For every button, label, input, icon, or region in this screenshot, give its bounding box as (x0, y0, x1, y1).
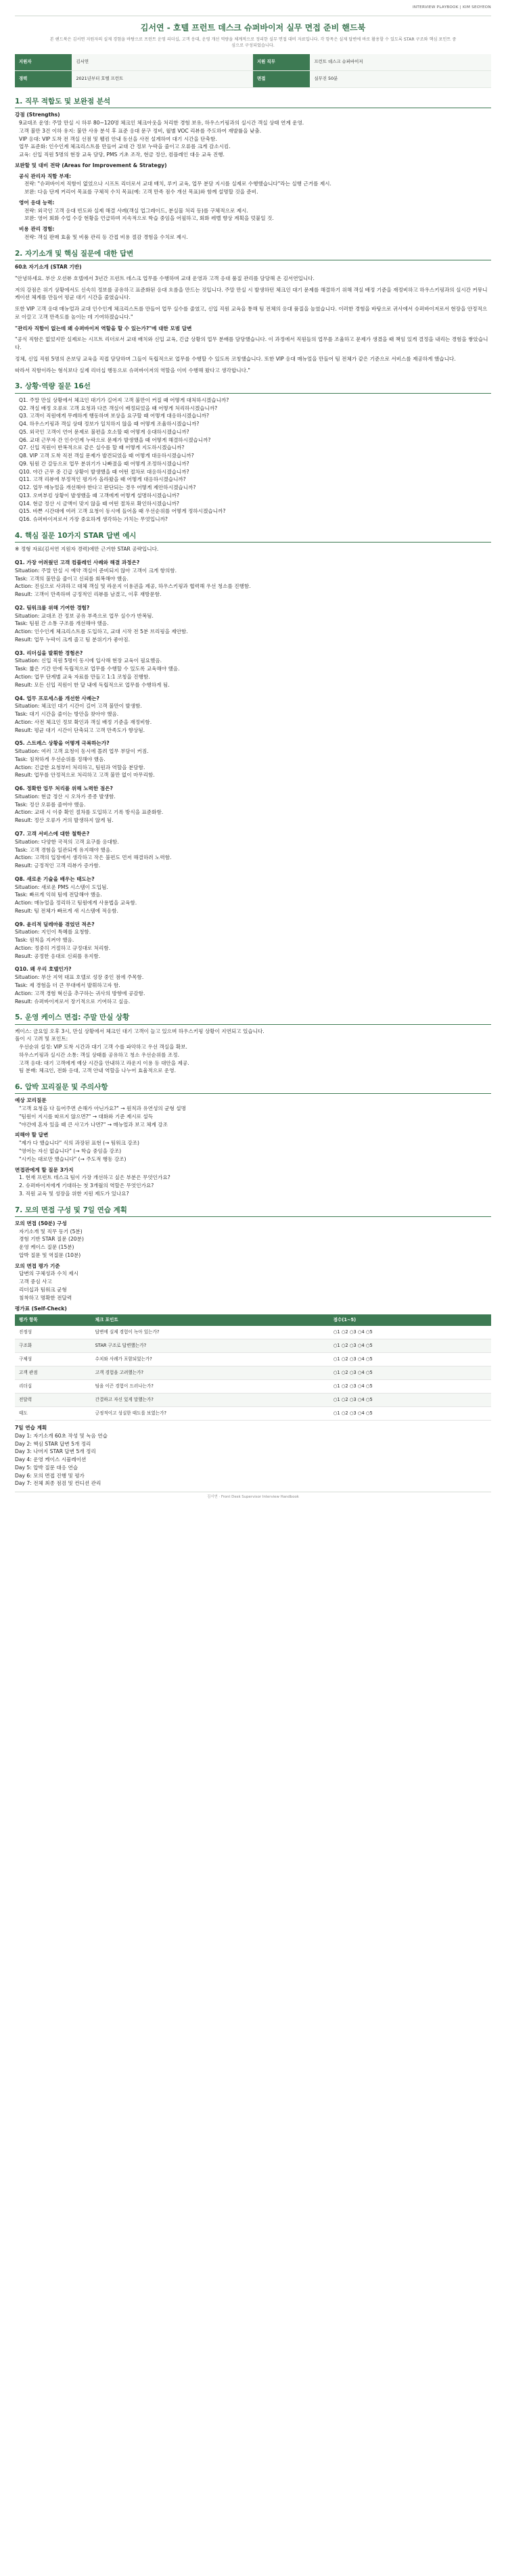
case-line: 풀이 시 고려 및 포인트: (15, 1036, 68, 1042)
header-label: INTERVIEW PLAYBOOK | KIM SEOYEON (412, 5, 491, 10)
list-item: 경험 기반 STAR 질문 (20분) (19, 1236, 84, 1243)
question-item: Q11. 고객 리뷰에 부정적인 평가가 올라왔을 때 어떻게 대응하시겠습니까? (19, 476, 186, 483)
info-value: 2021년부터 호텔 프런트 (72, 71, 253, 88)
intro-paragraph: 또한 VIP 고객 응대 매뉴얼과 교대 인수인계 체크리스트를 만들어 업무 실수를 줄였고, 신입 직원 교육을 통해 팀 전체의 응대 품질을 높였습니다. 이러한 경험을 바탕으로 귀사에서 슈퍼바이저로서 현장을 안정적으로 이끌고 고객 만족도를 높이는 데 기여하겠습니다." (15, 306, 488, 320)
star-line: Action: 고객의 입장에서 생각하고 작은 불편도 먼저 해결하려 노력함. (15, 854, 172, 861)
table-cell-item: 구조화 (15, 1339, 91, 1353)
improvement-title: 비용 관리 경험: (19, 226, 55, 233)
improvement-title: 영어 응대 능력: (19, 199, 55, 206)
reverse-questions-label: 면접관에게 할 질문 3가지 (15, 1166, 74, 1173)
table-cell-score: ○1 ○2 ○3 ○4 ○5 (329, 1366, 491, 1380)
star-question: Q5. 스트레스 상황을 어떻게 극복하는가? (15, 740, 110, 747)
star-line: Action: 진심으로 사과하고 대체 객실 및 라운지 이용권을 제공, 하우스키핑과 협력해 우선 청소를 진행함. (15, 583, 251, 590)
star-line: Result: 정산 오류가 거의 발생하지 않게 됨. (15, 817, 114, 824)
star-line: Result: 업무를 안정적으로 처리하고 고객 불만 없이 마무리함. (15, 772, 155, 779)
plan-item: Day 5: 압박 질문 대응 연습 (15, 1464, 78, 1471)
avoid-list (15, 1139, 491, 1163)
star-line: Result: 긍정적인 고객 리뷰가 증가함. (15, 862, 101, 869)
star-line: Task: 제 경험을 더 큰 무대에서 발휘하고자 함. (15, 982, 120, 988)
question-item: Q16. 슈퍼바이저로서 가장 중요하게 생각하는 가치는 무엇입니까? (19, 516, 168, 523)
star-line: Action: 업무 단계별 교육 자료를 만들고 1:1 코칭을 진행함. (15, 673, 150, 680)
list-item: 2. 슈퍼바이저에게 기대하는 첫 3개월의 역할은 무엇인가요? (19, 1182, 154, 1189)
question-item: Q14. 현금 정산 시 금액이 맞지 않을 때 어떤 절차로 확인하시겠습니까? (19, 500, 179, 507)
strength-item: 교육: 신입 직원 5명의 현장 교육 담당, PMS 기초 조작, 현금 정산, 컴플레인 대응 교육 진행. (19, 152, 225, 158)
avoid-label: 피해야 할 답변 (15, 1132, 49, 1138)
self-intro-answer (15, 275, 491, 321)
table-cell-item: 전달력 (15, 1394, 91, 1407)
followup-list (15, 1105, 491, 1128)
star-line: Situation: 여러 고객 요청이 동시에 몰려 업무 부담이 커짐. (15, 748, 149, 755)
list-item: 침착하고 명확한 전달력 (19, 1294, 72, 1301)
info-value: 프런트 데스크 슈퍼바이저 (310, 54, 491, 70)
table-row (15, 1353, 491, 1366)
info-key: 경력 (15, 71, 72, 88)
star-qa-block (15, 604, 491, 644)
info-value: 김서연 (72, 54, 253, 70)
star-intro: ※ 정형 자료(김서연 지원자 경력)에만 근거한 STAR 공략입니다. (15, 546, 159, 553)
star-line: Action: 교대 시 이중 확인 절차를 도입하고 기록 방식을 표준화함. (15, 809, 164, 816)
document-title: 김서연 - 호텔 프런트 데스크 슈퍼바이저 실무 면접 준비 핸드북 (140, 23, 366, 32)
star-qa-block (15, 649, 491, 689)
table-cell-score: ○1 ○2 ○3 ○4 ○5 (329, 1380, 491, 1394)
case-line: 고객 응대: 대기 고객에게 예상 시간을 안내하고 라운지 이용 등 대안을 제공. (19, 1059, 189, 1066)
document-intro: 본 핸드북은 김서연 지원자의 실제 경험을 바탕으로 프런트 운영 리더십, 고객 응대, 운영 개선 역량을 체계적으로 정리한 실무 면접 대비 자료입니다. 각 항목은 실제 답변에 바로 활용할 수 있도록 STAR 구조와 핵심 포인트 중심으로 구성되었습니다. (49, 37, 457, 48)
table-cell-check: 간결하고 자신 있게 말했는가? (91, 1394, 329, 1407)
table-cell-item: 태도 (15, 1407, 91, 1421)
star-line: Action: 고객 경험 혁신을 추구하는 귀사의 방향에 공감함. (15, 990, 145, 996)
table-header-row (15, 1314, 491, 1325)
question-item: Q9. 팀원 간 갈등으로 업무 분위기가 나빠졌을 때 어떻게 조정하시겠습니까? (19, 460, 189, 467)
table-cell-score: ○1 ○2 ○3 ○4 ○5 (329, 1353, 491, 1366)
info-key: 지원 직무 (253, 54, 310, 70)
why-answer-1: "공식 직함은 없었지만 실제로는 시프트 리더로서 교대 배치와 신입 교육, 긴급 상황의 업무 분배를 담당했습니다. 이 과정에서 직원들의 업무를 조율하고 문제가 생겼을 때 책임 있게 결정을 내리는 경험을 쌓았습니다. (15, 336, 488, 351)
star-question: Q8. 새로운 기술을 배우는 태도는? (15, 875, 95, 882)
plan-item: Day 7: 전체 최종 점검 및 컨디션 관리 (15, 1480, 101, 1487)
info-value: 실무진 50분 (310, 71, 491, 88)
star-line: Action: 매뉴얼을 정리하고 팀원에게 사용법을 교육함. (15, 900, 137, 906)
improvement-title: 공식 관리자 직함 부재: (19, 172, 71, 179)
table-row (15, 1366, 491, 1380)
info-row (15, 71, 491, 88)
mock-list (15, 1228, 491, 1260)
strength-item: 고객 불만 3건 이하 유지: 불만 사유 분석 후 표준 응대 문구 정비, 월별 VOC 리뷰를 주도하여 재발률을 낮춤. (19, 127, 262, 134)
table-cell-check: 수치와 사례가 포함되었는가? (91, 1353, 329, 1366)
star-line: Action: 긴급한 요청부터 처리하고, 팀원과 역할을 분담함. (15, 764, 145, 770)
star-line: Task: 대기 시간을 줄이는 방안을 찾아야 했음. (15, 711, 119, 718)
improvement-item: 전략: "슈퍼바이저 직함이 없었으나 시프트 리더로서 교대 배치, 루키 교육, 업무 분담 지시를 실제로 수행했습니다"라는 실행 근거를 제시. (24, 181, 331, 187)
list-item: 답변의 구체성과 수치 제시 (19, 1270, 78, 1277)
info-row (15, 54, 491, 70)
list-item: 자기소개 및 직무 동기 (5분) (19, 1228, 83, 1235)
star-line: Situation: 신입 직원 5명이 동시에 입사해 현장 교육이 필요했음. (15, 658, 162, 664)
table-cell-score: ○1 ○2 ○3 ○4 ○5 (329, 1326, 491, 1339)
table-row (15, 1407, 491, 1421)
star-line: Situation: 지인이 특혜를 요청함. (15, 929, 91, 936)
question-item: Q10. 야간 근무 중 긴급 상황이 발생했을 때 어떤 절차로 대응하시겠습니까? (19, 468, 189, 475)
plan-list (15, 1432, 491, 1488)
list-item: 3. 직원 교육 및 성장을 위한 지원 제도가 있나요? (19, 1190, 129, 1197)
table-header: 체크 포인트 (91, 1314, 329, 1325)
question-item: Q3. 고객이 직원에게 무례하게 행동하며 보상을 요구할 때 어떻게 대응하시겠습니까? (19, 413, 210, 419)
star-line: Situation: 체크인 대기 시간이 길어 고객 불만이 발생함. (15, 703, 142, 710)
list-item: "시키는 대로만 했습니다" (→ 주도적 행동 강조) (19, 1155, 127, 1162)
section-title: 5. 운영 케이스 면접: 주말 만실 상황 (15, 1012, 491, 1024)
list-item: "제가 다 했습니다" 식의 과장된 표현 (→ 팀워크 강조) (19, 1140, 139, 1147)
star-line: Result: 고객이 만족하며 긍정적인 리뷰를 남겼고, 이후 재방문함. (15, 591, 162, 598)
reverse-questions-list (15, 1174, 491, 1197)
star-line: Situation: 교대조 간 정보 공유 부족으로 업무 실수가 반복됨. (15, 612, 154, 619)
why-question-label: "관리자 직함이 없는데 왜 슈퍼바이저 역할을 할 수 있는가?"에 대한 모범 답변 (15, 325, 192, 331)
star-line: Action: 인수인계 체크리스트를 도입하고, 교대 시작 전 5분 브리핑을 제안함. (15, 628, 188, 635)
star-qa-block (15, 921, 491, 961)
question-item: Q15. 바쁜 시간대에 여러 고객 요청이 동시에 들어올 때 우선순위를 어떻게 정하시겠습니까? (19, 508, 226, 515)
case-line: 팀 분배: 체크인, 전화 응대, 고객 안내 역할을 나누어 효율적으로 운영. (19, 1067, 176, 1074)
why-answer-2: 정체, 신입 직원 5명의 온보딩 교육을 직접 담당하며 그들이 독립적으로 업무를 수행할 수 있도록 코칭했습니다. 또한 VIP 응대 매뉴얼을 만들어 팀 전체가 같은 기준으로 서비스를 제공하게 했습니다. (15, 355, 456, 362)
eval-label: 모의 면접 평가 기준 (15, 1262, 60, 1269)
case-line: 케이스: 금요일 오후 3시, 만실 상황에서 체크인 대기 고객이 늘고 있으며 하우스키핑 상황이 지연되고 있습니다. (15, 1028, 264, 1034)
table-cell-score: ○1 ○2 ○3 ○4 ○5 (329, 1407, 491, 1421)
table-row (15, 1380, 491, 1394)
list-item: 고객 중심 사고 (19, 1279, 52, 1285)
candidate-info-table (15, 54, 491, 88)
strengths-label: 강점 (Strengths) (15, 112, 60, 118)
improvement-item: 전략: 객실 판매 효율 및 비품 관리 등 간접 비용 절감 경험을 수치로 제시. (24, 234, 188, 241)
question-item: Q7. 신입 직원이 반복적으로 같은 실수를 할 때 어떻게 지도하시겠습니까? (19, 444, 185, 451)
list-item: 1. 현재 프런트 데스크 팀이 가장 개선하고 싶은 부분은 무엇인가요? (19, 1174, 170, 1181)
table-header: 평가 항목 (15, 1314, 91, 1325)
star-line: Task: 고객 경험을 일관되게 유지해야 했음. (15, 846, 112, 853)
star-question: Q1. 가장 어려웠던 고객 컴플레인 사례와 해결 과정은? (15, 559, 140, 566)
list-item: "팀원이 지시를 따르지 않으면?" → 대화와 기준 제시로 설득 (19, 1113, 154, 1120)
table-row (15, 1394, 491, 1407)
strengths-list (15, 119, 491, 159)
star-line: Task: 정산 오류를 줄여야 했음. (15, 801, 86, 808)
table-cell-check: 팀을 이끈 경험이 드러나는가? (91, 1380, 329, 1394)
case-line: 하우스키핑과 실시간 소통: 객실 상태를 공유하고 청소 우선순위를 조정. (19, 1051, 180, 1058)
star-line: Situation: 주말 만실 시 예약 객실이 준비되지 않아 고객이 크게 항의함. (15, 567, 177, 574)
improvement-item: 보완: 영어 회화 수업 수강 현황을 언급하며 지속적으로 학습 중임을 어필하고, 회화 레벨 향상 계획을 덧붙일 것. (24, 215, 274, 222)
question-item: Q12. 업무 매뉴얼을 개선해야 한다고 판단되는 경우 어떻게 제안하시겠습니까? (19, 484, 196, 491)
star-line: Situation: 현금 정산 시 오차가 종종 발생함. (15, 793, 116, 800)
strength-item: VIP 응대: VIP 도착 전 객실 선점 및 웰컴 안내 동선을 사전 설계하여 대기 시간을 단축함. (19, 135, 217, 142)
improvement-item: 전략: 외국인 고객 응대 빈도와 실제 해결 사례(객실 업그레이드, 분실물 처리 등)를 구체적으로 제시. (24, 207, 248, 214)
intro-paragraph: "안녕하세요. 부산 오션뷰 호텔에서 3년간 프런트 데스크 업무를 수행하며 교대 운영과 고객 응대 품질 관리를 담당해 온 김서연입니다. (15, 275, 315, 281)
star-question: Q2. 팀워크를 위해 기여한 경험? (15, 604, 90, 611)
star-line: Situation: 부산 지역 대표 호텔로 성장 중인 점에 주목함. (15, 974, 144, 981)
table-cell-check: 답변에 실제 경험이 녹아 있는가? (91, 1326, 329, 1339)
star-qa-block (15, 695, 491, 735)
table-cell-item: 구체성 (15, 1353, 91, 1366)
list-item: "고객 요청을 다 들어주면 손해가 아닌가요?" → 원칙과 유연성의 균형 설명 (19, 1105, 186, 1112)
star-line: Task: 고객의 불만을 줄이고 신뢰를 회복해야 했음. (15, 575, 129, 582)
section-title: 1. 직무 적합도 및 보완점 분석 (15, 96, 491, 108)
section-title: 3. 상황·역량 질문 16선 (15, 381, 491, 393)
table-cell-check: STAR 구조로 답변했는가? (91, 1339, 329, 1353)
table-cell-item: 리더십 (15, 1380, 91, 1394)
case-line: 우선순위 설정: VIP 도착 시간과 대기 고객 수를 파악하고 우선 객실을 확보. (19, 1044, 187, 1051)
self-check-label: 평가표 (Self-Check) (15, 1305, 67, 1312)
info-key: 지원자 (15, 54, 72, 70)
list-item: "야간에 혼자 있을 때 큰 사고가 나면?" → 매뉴얼과 보고 체계 강조 (19, 1121, 168, 1128)
star-line: Result: 공정한 응대로 신뢰를 유지함. (15, 952, 101, 959)
plan-item: Day 6: 모의 면접 진행 및 평가 (15, 1472, 85, 1479)
list-item: 리더십과 팀워크 균형 (19, 1287, 67, 1293)
table-cell-item: 진정성 (15, 1326, 91, 1339)
improvement-list (15, 172, 491, 242)
case-interview (15, 1028, 491, 1076)
mock-label: 모의 면접 (50분) 구성 (15, 1220, 67, 1226)
question-item: Q8. VIP 고객 도착 직전 객실 문제가 발견되었을 때 어떻게 대응하시겠습니까? (19, 453, 194, 459)
star-line: Action: 사전 체크인 정보 확인과 객실 배정 기준을 재정비함. (15, 718, 152, 725)
list-item: 운영 케이스 질문 (15분) (19, 1244, 74, 1251)
top-header (15, 0, 491, 16)
table-cell-score: ○1 ○2 ○3 ○4 ○5 (329, 1394, 491, 1407)
section-title: 7. 모의 면접 구성 및 7일 연습 계획 (15, 1205, 491, 1217)
section-title: 2. 자기소개 및 핵심 질문에 대한 답변 (15, 248, 491, 260)
question-list (15, 396, 491, 524)
plan-item: Day 3: 나머지 STAR 답변 5개 정리 (15, 1448, 96, 1455)
plan-label: 7일 연습 계획 (15, 1425, 47, 1431)
table-cell-check: 고객 경험을 고려했는가? (91, 1366, 329, 1380)
star-question: Q9. 윤리적 딜레마를 겪었던 적은? (15, 921, 95, 927)
section-title: 4. 핵심 질문 10가지 STAR 답변 예시 (15, 530, 491, 543)
star-line: Situation: 다양한 국적의 고객 요구를 응대함. (15, 838, 119, 845)
star-qa-block (15, 875, 491, 915)
question-item: Q6. 교대 근무자 간 인수인계 누락으로 문제가 발생했을 때 어떻게 해결하시겠습니까? (19, 436, 211, 443)
star-line: Situation: 새로운 PMS 시스템이 도입됨. (15, 883, 108, 890)
star-line: Task: 침착하게 우선순위를 정해야 했음. (15, 756, 106, 762)
star-line: Result: 평균 대기 시간이 단축되고 고객 만족도가 향상됨. (15, 727, 145, 733)
star-line: Task: 팀원 간 소통 구조를 개선해야 했음. (15, 620, 109, 627)
improvement-item: 보완: 다음 단계 커리어 목표를 구체적 수치 목표(예: 고객 만족 점수 개선 목표)와 함께 설명할 것을 준비. (24, 189, 258, 196)
list-item: "영어는 자신 없습니다" (→ 학습 중임을 강조) (19, 1148, 122, 1155)
strength-item: 업무 표준화: 인수인계 체크리스트를 만들어 교대 간 정보 누락을 줄이고 오류를 크게 감소시킴. (19, 143, 231, 150)
star-line: Task: 짧은 기간 안에 독립적으로 업무를 수행할 수 있도록 교육해야 했음. (15, 666, 180, 672)
star-qa-block (15, 785, 491, 825)
plan-item: Day 2: 핵심 STAR 답변 5개 정리 (15, 1440, 91, 1447)
question-item: Q2. 객실 배정 오류로 고객 요청과 다른 객실이 배정되었을 때 어떻게 처리하시겠습니까? (19, 405, 218, 411)
star-answers (15, 559, 491, 1005)
star-qa-block (15, 739, 491, 779)
star-qa-block (15, 965, 491, 1005)
plan-item: Day 1: 자기소개 60초 작성 및 녹음 연습 (15, 1432, 108, 1439)
eval-list (15, 1270, 491, 1302)
star-question: Q10. 왜 우리 호텔인가? (15, 966, 72, 973)
self-check-table (15, 1314, 491, 1421)
self-intro-label: 60초 자기소개 (STAR 기반) (15, 264, 82, 271)
question-item: Q5. 외국인 고객이 언어 문제로 불편을 호소할 때 어떻게 응대하시겠습니까? (19, 428, 189, 435)
star-question: Q6. 정확한 업무 처리를 위해 노력한 점은? (15, 785, 113, 792)
strength-item: 9교대조 운영: 주말 만실 시 하루 80~120명 체크인 체크아웃을 처리한 경험 보유, 하우스키핑과의 실시간 객실 상태 연계 운영. (19, 120, 304, 127)
table-row (15, 1326, 491, 1339)
intro-paragraph: 저의 강점은 위기 상황에서도 신속히 정보를 공유하고 표준화된 응대 흐름을 만드는 것입니다. 주말 만실 시 발생하던 체크인 대기 문제를 해결하기 위해 객실 배정 기준을 재정비하고 하우스키핑과의 실시간 커뮤니케이션 체계를 만들어 평균 대기 시간을 줄였습니다. (15, 286, 488, 301)
table-cell-item: 고객 관점 (15, 1366, 91, 1380)
star-line: Task: 원칙을 지켜야 했음. (15, 937, 74, 944)
question-item: Q1. 주말 만실 상황에서 체크인 대기가 길어져 고객 불만이 커질 때 어떻게 대처하시겠습니까? (19, 396, 229, 403)
star-question: Q7. 고객 서비스에 대한 철학은? (15, 830, 90, 837)
star-line: Action: 정중히 거절하고 규정대로 처리함. (15, 944, 111, 951)
page-footer: 김서연 · Front Desk Supervisor Interview Handbook (15, 1492, 491, 1500)
section-title: 6. 압박 꼬리질문 및 주의사항 (15, 1082, 491, 1094)
star-question: Q3. 리더십을 발휘한 경험은? (15, 649, 83, 656)
info-key: 면접 (253, 71, 310, 88)
why-answer-3: 따라서 직함이라는 형식보다 실제 리더십 행동으로 슈퍼바이저의 역할을 이미 수행해 왔다고 생각합니다." (15, 367, 250, 373)
table-cell-score: ○1 ○2 ○3 ○4 ○5 (329, 1339, 491, 1353)
table-cell-check: 긍정적이고 성실한 태도를 보였는가? (91, 1407, 329, 1421)
followup-label: 예상 꼬리질문 (15, 1097, 47, 1104)
star-qa-block (15, 559, 491, 599)
plan-item: Day 4: 운영 케이스 시뮬레이션 (15, 1456, 87, 1463)
list-item: 압박 질문 및 역질문 (10분) (19, 1251, 81, 1258)
question-item: Q13. 오버부킹 상황이 발생했을 때 고객에게 어떻게 설명하시겠습니까? (19, 492, 180, 499)
question-item: Q4. 하우스키핑과 객실 상태 정보가 일치하지 않을 때 어떻게 조율하시겠습니까? (19, 421, 200, 428)
star-line: Result: 팀 전체가 빠르게 새 시스템에 적응함. (15, 907, 118, 914)
star-line: Result: 모든 신입 직원이 한 달 내에 독립적으로 업무를 수행하게 됨. (15, 681, 170, 688)
star-qa-block (15, 830, 491, 870)
star-line: Result: 업무 누락이 크게 줄고 팀 분위기가 좋아짐. (15, 636, 131, 643)
star-line: Task: 빠르게 익혀 팀에 전달해야 했음. (15, 892, 102, 898)
improvement-label: 보완할 및 대비 전략 (Areas for Improvement & Strategy) (15, 162, 167, 168)
table-row (15, 1339, 491, 1353)
star-line: Result: 슈퍼바이저로서 장기적으로 기여하고 싶음. (15, 998, 131, 1005)
star-question: Q4. 업무 프로세스를 개선한 사례는? (15, 695, 99, 702)
table-header: 점수(1~5) (329, 1314, 491, 1325)
